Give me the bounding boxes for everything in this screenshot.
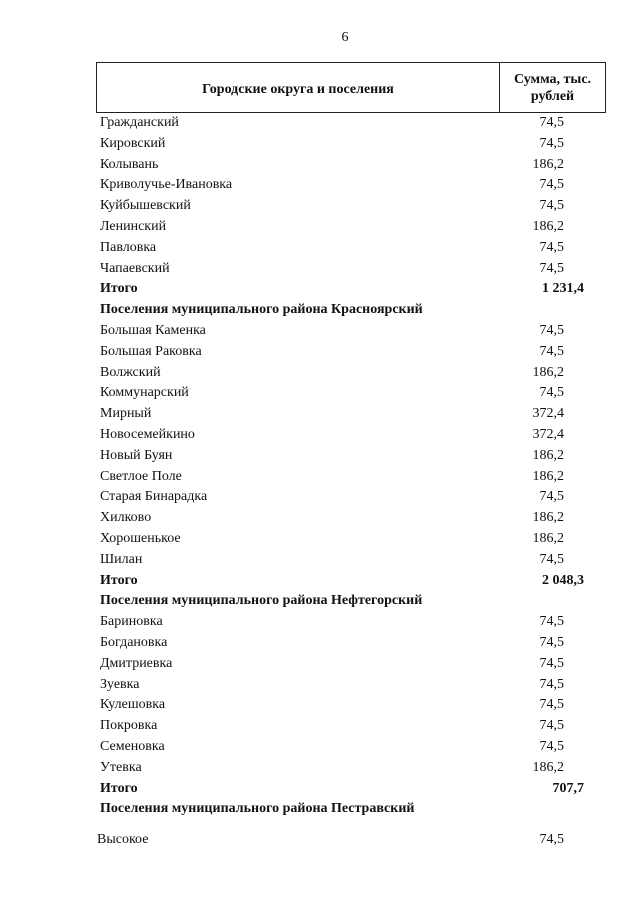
settlement-name: Мирный [100, 406, 152, 422]
amount-value: 74,5 [539, 135, 564, 151]
amount-value: 186,2 [532, 364, 564, 380]
section-heading-row [0, 799, 640, 820]
table-row [0, 675, 640, 696]
section-heading: Поселения муниципального района Нефтегорский [100, 593, 423, 609]
settlement-name: Павловка [100, 239, 157, 255]
amount-value: 74,5 [539, 614, 564, 630]
settlement-name: Светлое Поле [100, 468, 182, 484]
settlement-name: Куйбышевский [100, 198, 191, 214]
amount-value: 186,2 [532, 759, 564, 775]
table-row [0, 820, 640, 852]
amount-value: 74,5 [539, 489, 564, 505]
settlement-name: Покровка [100, 718, 158, 734]
table-row [0, 467, 640, 488]
settlement-name: Итого [100, 281, 138, 297]
table-header [96, 62, 606, 113]
amount-value: 74,5 [539, 322, 564, 338]
amount-value: 74,5 [539, 239, 564, 255]
table-row [0, 758, 640, 779]
section-heading-row [0, 300, 640, 321]
table-row [0, 716, 640, 737]
table-row [0, 363, 640, 384]
section-heading-row [0, 591, 640, 612]
amount-value: 74,5 [539, 260, 564, 276]
amount-value: 74,5 [539, 718, 564, 734]
amount-value: 74,5 [539, 676, 564, 692]
total-row [0, 279, 640, 300]
table-row [0, 550, 640, 571]
table-row [0, 487, 640, 508]
settlement-name: Новый Буян [100, 447, 173, 463]
section-heading: Поселения муниципального района Красноярский [100, 302, 423, 318]
amount-value: 74,5 [539, 655, 564, 671]
amount-value: 74,5 [539, 738, 564, 754]
amount-value: 1 231,4 [542, 281, 584, 297]
settlement-name: Зуевка [100, 676, 140, 692]
table-body [0, 113, 640, 852]
table-row [0, 446, 640, 467]
table-row [0, 238, 640, 259]
total-row [0, 571, 640, 592]
settlement-name: Чапаевский [100, 260, 170, 276]
settlement-name: Кулешовка [100, 697, 166, 713]
amount-value: 186,2 [532, 156, 564, 172]
amount-value: 186,2 [532, 530, 564, 546]
settlement-name: Старая Бинарадка [100, 489, 208, 505]
table-row [0, 383, 640, 404]
amount-value: 74,5 [539, 177, 564, 193]
settlement-name: Дмитриевка [100, 655, 173, 671]
amount-value: 186,2 [532, 468, 564, 484]
table-row [0, 508, 640, 529]
settlement-name: Бариновка [100, 614, 163, 630]
amount-value: 372,4 [532, 426, 564, 442]
table-row [0, 633, 640, 654]
settlement-name: Семеновка [100, 738, 165, 754]
settlement-name: Новосемейкино [100, 426, 195, 442]
amount-value: 74,5 [539, 198, 564, 214]
amount-value: 74,5 [539, 385, 564, 401]
amount-value: 186,2 [532, 218, 564, 234]
table-row [0, 404, 640, 425]
settlement-name: Шилан [100, 551, 143, 567]
table-row [0, 737, 640, 758]
settlement-name: Волжский [100, 364, 161, 380]
settlement-name: Большая Каменка [100, 322, 206, 338]
table-row [0, 529, 640, 550]
table-row [0, 217, 640, 238]
settlement-name: Ленинский [100, 218, 167, 234]
amount-value: 74,5 [539, 832, 564, 848]
settlement-name: Высокое [97, 832, 149, 848]
table-row [0, 155, 640, 176]
section-heading: Поселения муниципального района Пестравский [100, 801, 415, 817]
amount-value: 74,5 [539, 115, 564, 130]
table-row [0, 342, 640, 363]
settlement-name: Большая Раковка [100, 343, 202, 359]
amount-value: 74,5 [539, 551, 564, 567]
amount-value: 74,5 [539, 634, 564, 650]
column-header-amount: Сумма, тыс. рублей [513, 71, 592, 104]
settlement-name: Итого [100, 780, 138, 796]
table-row [0, 695, 640, 716]
settlement-name: Гражданский [100, 115, 179, 130]
amount-value: 186,2 [532, 510, 564, 526]
table-row [0, 425, 640, 446]
amount-value: 2 048,3 [542, 572, 584, 588]
table-row [0, 134, 640, 155]
settlement-name: Кировский [100, 135, 166, 151]
settlement-name: Хорошенькое [100, 530, 181, 546]
amount-value: 74,5 [539, 697, 564, 713]
settlement-name: Хилково [100, 510, 152, 526]
total-row [0, 779, 640, 800]
settlement-name: Колывань [100, 156, 159, 172]
settlement-name: Итого [100, 572, 138, 588]
settlement-name: Коммунарский [100, 385, 189, 401]
table-row [0, 175, 640, 196]
table-row [0, 612, 640, 633]
amount-value: 707,7 [552, 780, 584, 796]
table-row [0, 259, 640, 280]
amount-value: 372,4 [532, 406, 564, 422]
table-row [0, 654, 640, 675]
amount-value: 186,2 [532, 447, 564, 463]
settlement-name: Богдановка [100, 634, 168, 650]
settlement-name: Утевка [100, 759, 142, 775]
settlement-name: Криволучье-Ивановка [100, 177, 233, 193]
table-row [0, 113, 640, 134]
page-number: 6 [341, 30, 349, 45]
column-header-settlements: Городские округа и поселения [97, 63, 500, 112]
table-row [0, 321, 640, 342]
amount-value: 74,5 [539, 343, 564, 359]
table-row [0, 196, 640, 217]
